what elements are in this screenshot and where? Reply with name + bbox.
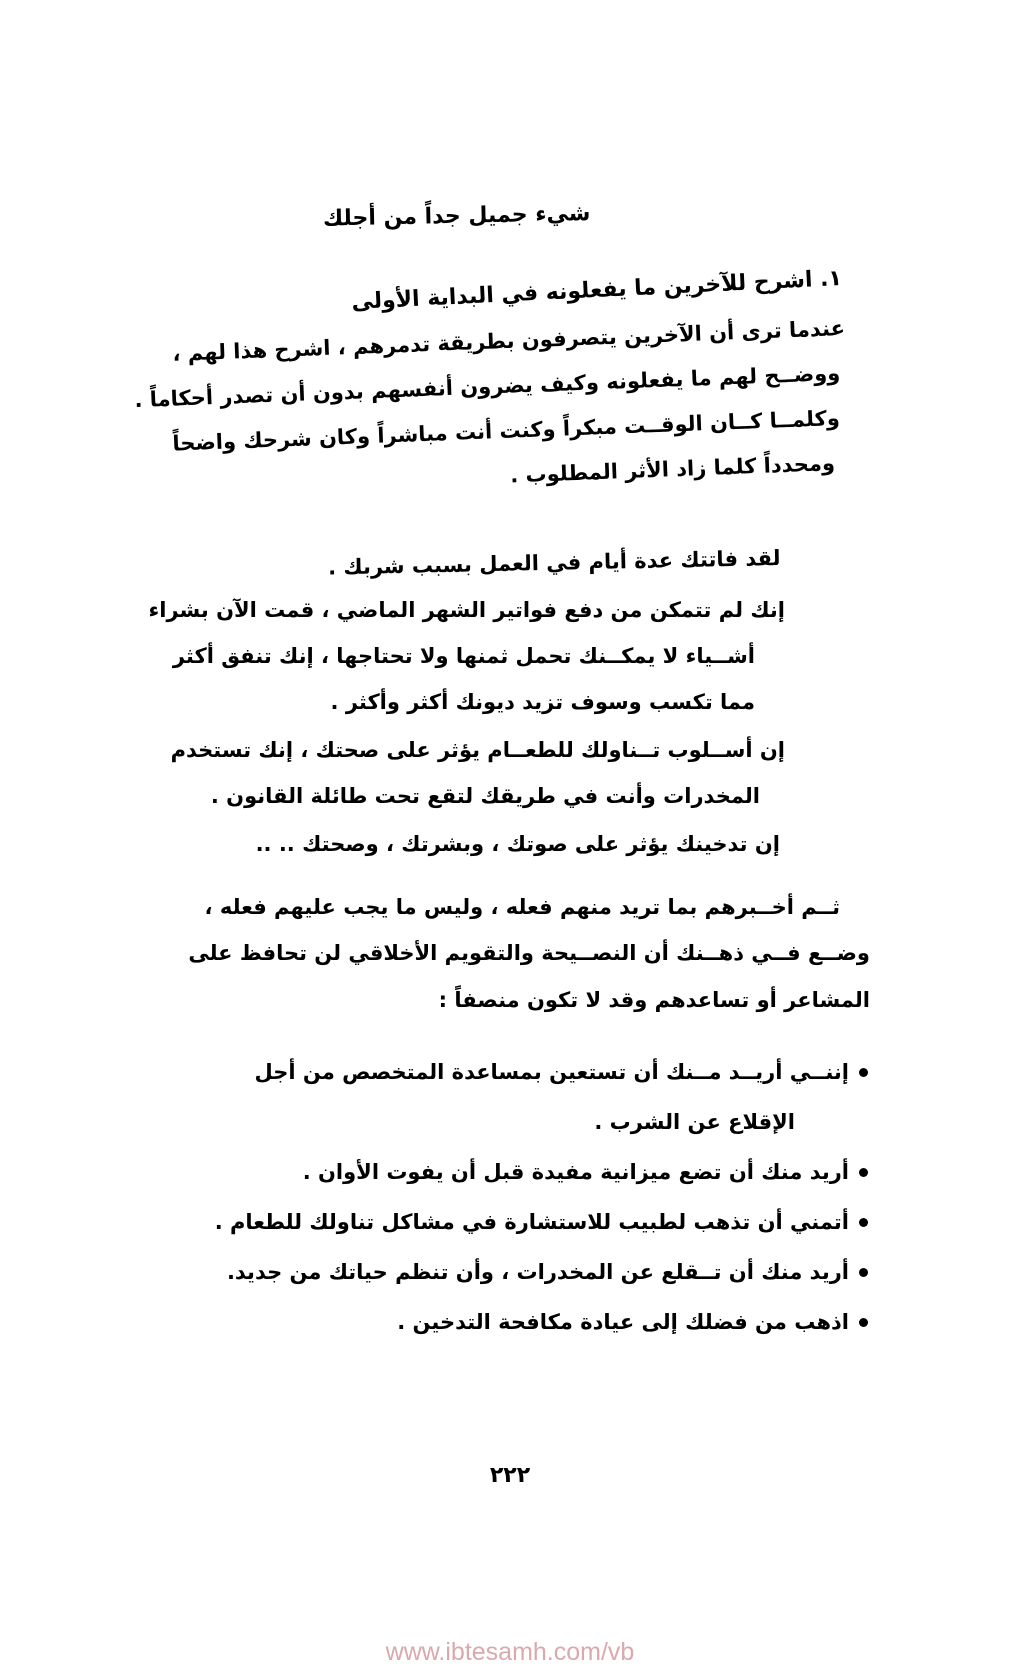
- list-item-text: أتمني أن تذهب لطبيب للاستشارة في مشاكل تناولك للطعام .: [214, 1210, 849, 1234]
- example-line: المخدرات وأنت في طريقك لتقع تحت طائلة القانون .: [210, 784, 760, 808]
- section-heading: ١. اشرح للآخرين ما يفعلونه في البداية الأولى: [351, 266, 843, 315]
- paragraph-line: المشاعر أو تساعدهم وقد لا تكون منصفاً :: [438, 988, 870, 1012]
- bullet-icon: [859, 1268, 868, 1277]
- list-item-text: أريد منك أن تضع ميزانية مفيدة قبل أن يفوت الأوان .: [302, 1160, 849, 1184]
- paragraph-line: ووضــح لهم ما يفعلونه وكيف يضرون أنفسهم بدون أن تصدر أحكاماً .: [133, 361, 841, 413]
- list-item-continuation: الإقلاع عن الشرب .: [594, 1110, 795, 1134]
- list-item: [227, 1262, 868, 1283]
- example-line: إن تدخينك يؤثر على صوتك ، وبشرتك ، وصحتك .. ..: [255, 832, 780, 856]
- paragraph-line: وكلمــا كــان الوقــت مبكراً وكنت أنت مباشراً وكان شرحك واضحاً: [172, 406, 841, 456]
- list-item: [303, 1162, 868, 1183]
- list-item-text: إننــي أريــد مــنك أن تستعين بمساعدة المتخصص من أجل: [254, 1060, 849, 1084]
- example-line: مما تكسب وسوف تزيد ديونك أكثر وأكثر .: [330, 690, 755, 714]
- example-line: أشــياء لا يمكــنك تحمل ثمنها ولا تحتاجها ، إنك تنفق أكثر: [172, 644, 755, 668]
- list-item: [215, 1212, 868, 1233]
- list-item-text: اذهب من فضلك إلى عيادة مكافحة التدخين .: [397, 1310, 849, 1334]
- paragraph-line: ومحدداً كلما زاد الأثر المطلوب .: [509, 451, 836, 488]
- example-line: إن أســلوب تــناولك للطعــام يؤثر على صحتك ، إنك تستخدم: [170, 738, 785, 762]
- paragraph-line: عندما ترى أن الآخرين يتصرفون بطريقة تدمرهم ، اشرح هذا لهم ،: [172, 316, 846, 366]
- list-item: [397, 1312, 868, 1333]
- list-item-text: أريد منك أن تــقلع عن المخدرات ، وأن تنظم حياتك من جديد.: [226, 1260, 849, 1284]
- bullet-icon: [859, 1168, 868, 1177]
- bullet-icon: [859, 1218, 868, 1227]
- page-title: شيء جميل جداً من أجلك: [322, 201, 591, 232]
- bullet-icon: [859, 1068, 868, 1077]
- example-line: لقد فاتتك عدة أيام في العمل بسبب شربك .: [327, 546, 781, 580]
- example-line: إنك لم تتمكن من دفع فواتير الشهر الماضي ، قمت الآن بشراء: [148, 598, 785, 622]
- page-number: ٢٢٢: [489, 1463, 531, 1488]
- list-item: [255, 1062, 868, 1083]
- watermark-link: www.ibtesamh.com/vb: [385, 1638, 635, 1666]
- bullet-icon: [859, 1318, 868, 1327]
- paragraph-line: ثــم أخــبرهم بما تريد منهم فعله ، وليس ما يجب عليهم فعله ،: [204, 895, 840, 919]
- paragraph-line: وضــع فــي ذهــنك أن النصــيحة والتقويم الأخلاقي لن تحافظ على: [188, 941, 870, 965]
